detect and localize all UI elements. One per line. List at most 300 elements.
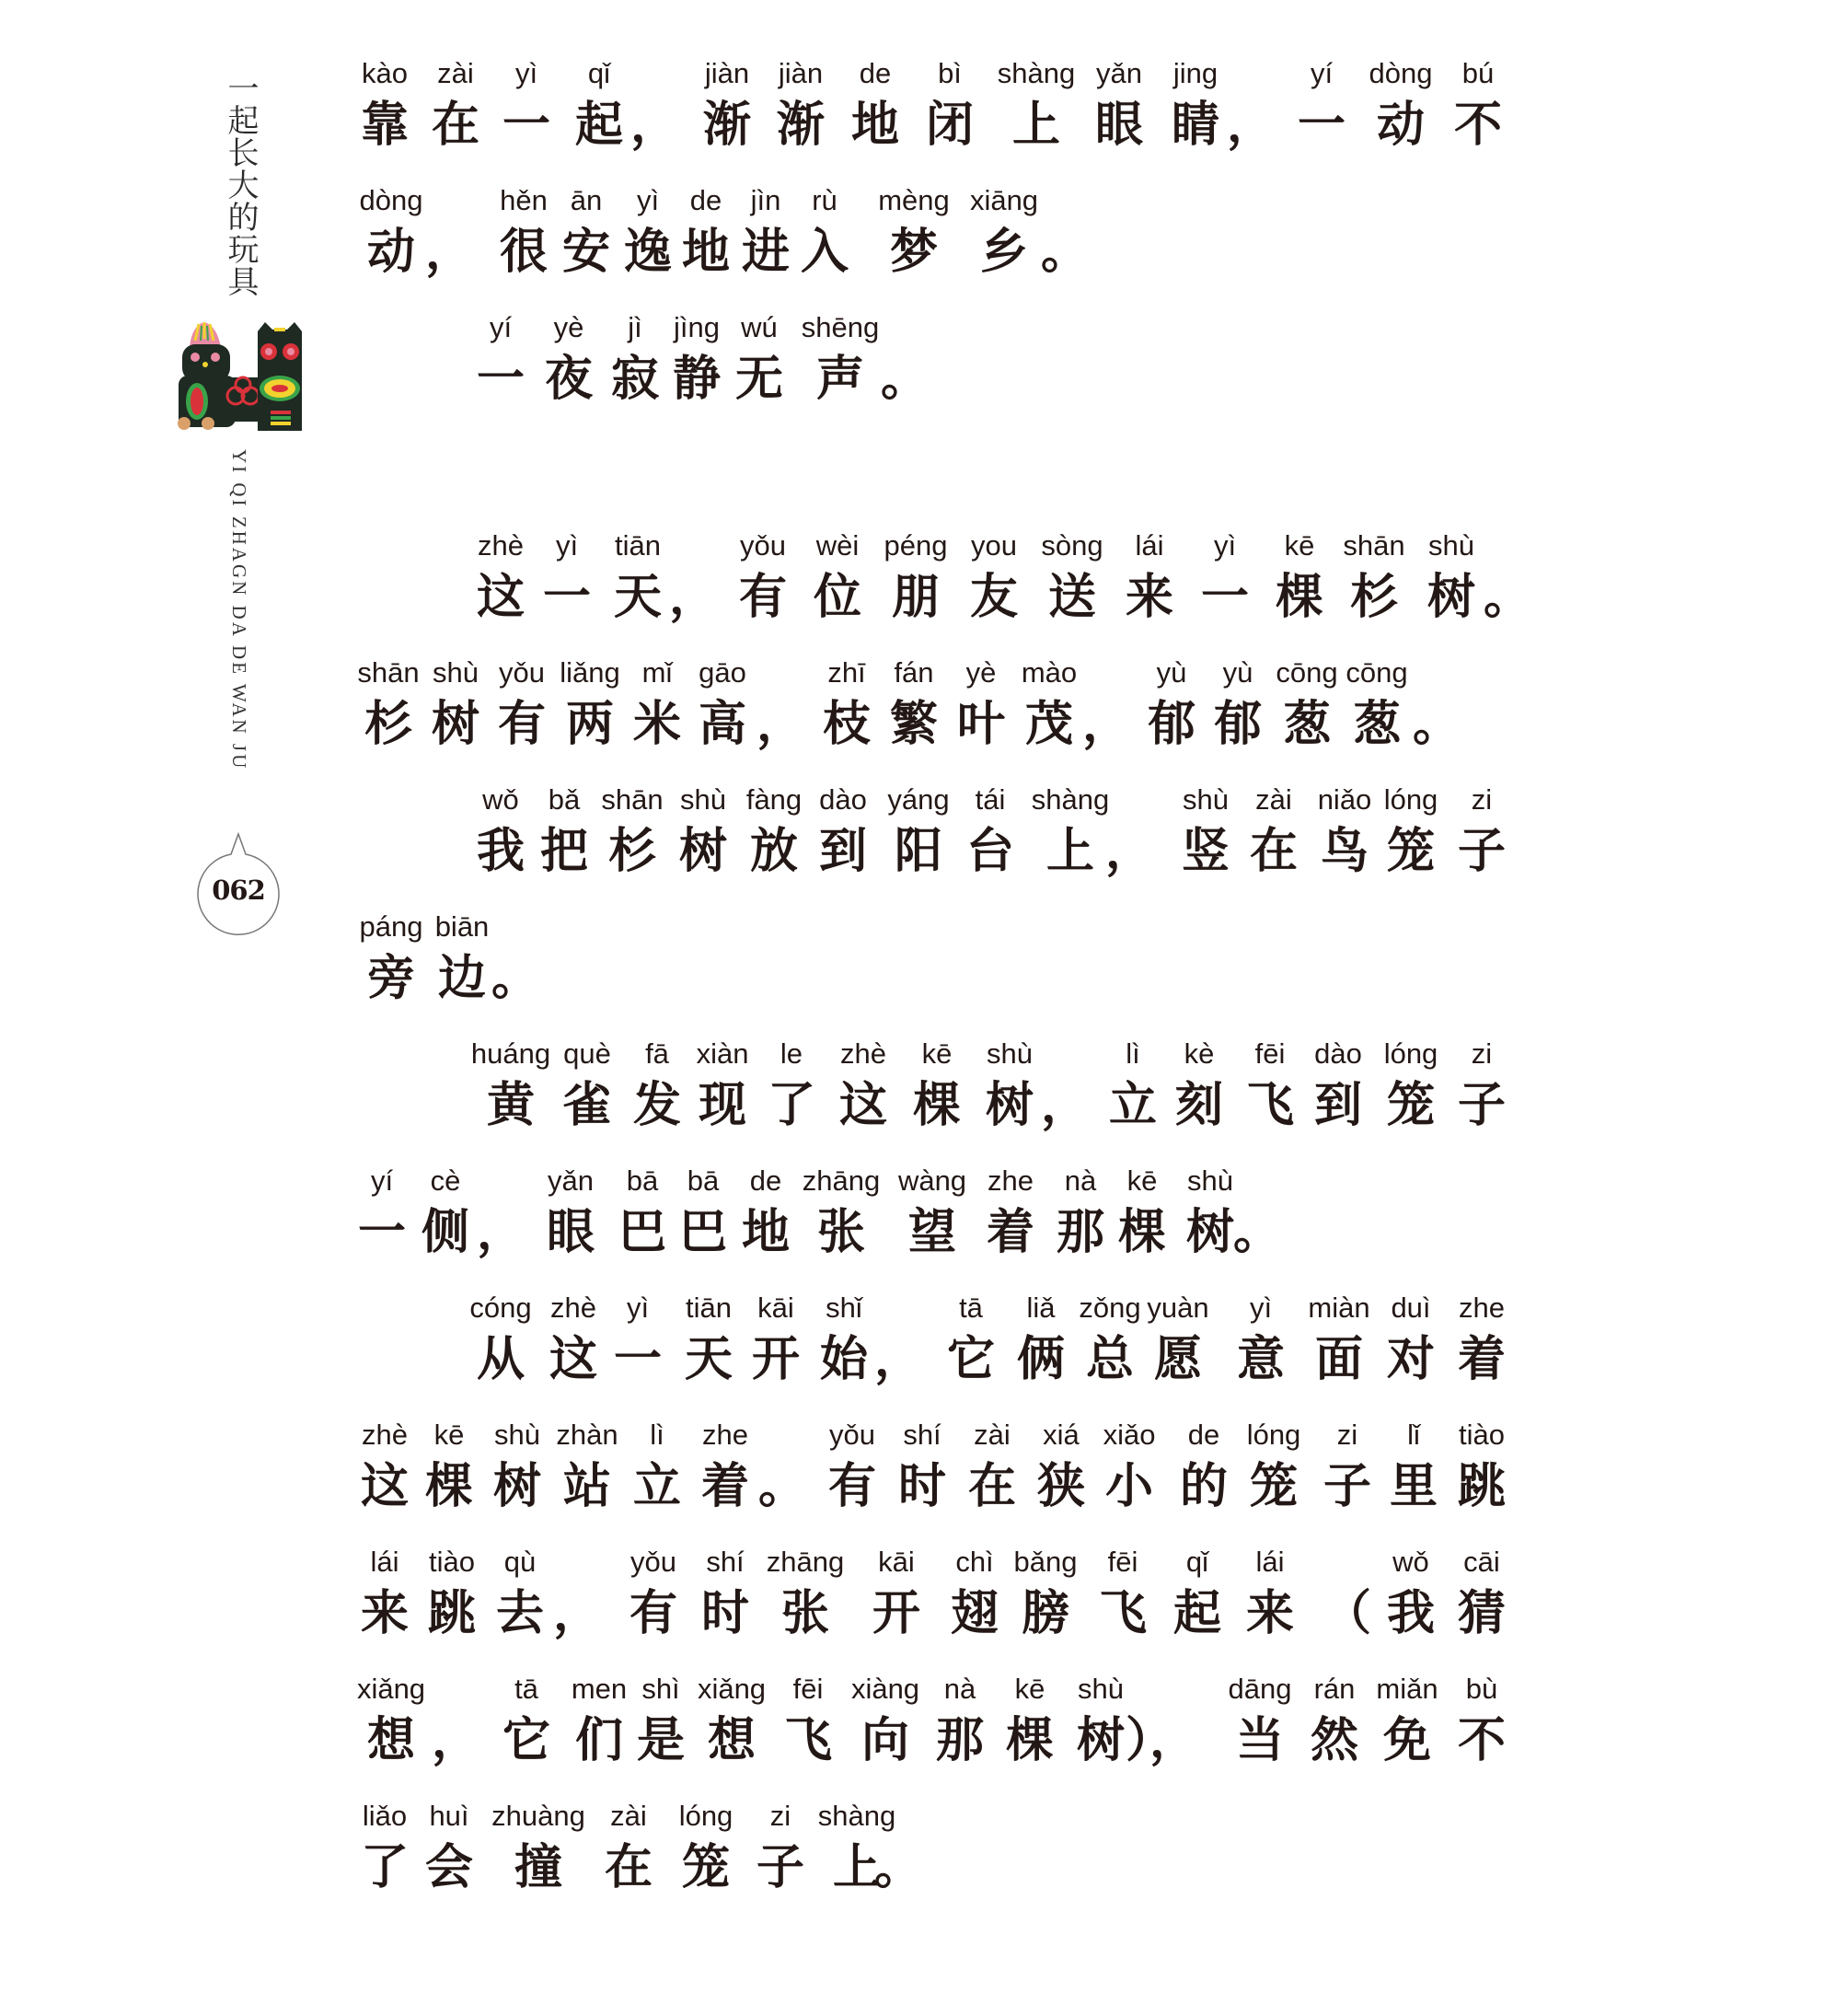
hanzi: 高 <box>698 696 746 752</box>
pinyin: shù <box>987 1037 1033 1070</box>
hanzi: 树 <box>1076 1712 1125 1768</box>
hanzi: 立 <box>632 1458 681 1514</box>
book-title-vertical: 一起长大的玩具 <box>222 72 259 297</box>
pinyin: tái <box>975 783 1006 816</box>
pinyin: fēi <box>1254 1037 1286 1070</box>
text-line <box>0 57 1848 168</box>
pinyin: dòng <box>359 184 423 216</box>
text-line <box>0 184 1848 295</box>
hanzi: 树 <box>492 1458 541 1514</box>
hanzi: 一 <box>1200 569 1249 625</box>
pinyin: qǐ <box>1185 1546 1209 1578</box>
hanzi: 旁 <box>366 950 415 1006</box>
pinyin: zài <box>437 57 474 89</box>
pinyin: lóng <box>1246 1419 1301 1451</box>
hanzi: 乡 <box>979 224 1028 280</box>
hanzi: 对 <box>1386 1331 1435 1387</box>
pinyin: zhe <box>1459 1292 1505 1324</box>
hanzi: 当 <box>1235 1712 1284 1768</box>
hanzi: 。 <box>873 1839 922 1895</box>
pinyin: zài <box>1255 783 1292 816</box>
hanzi: 是 <box>636 1712 685 1768</box>
hanzi: 眼 <box>546 1204 595 1260</box>
text-line <box>0 311 1848 422</box>
hanzi: 雀 <box>562 1077 611 1133</box>
pinyin: you <box>971 529 1017 562</box>
hanzi: 逸 <box>623 224 672 280</box>
hanzi: 树 <box>431 696 479 752</box>
pinyin: xiàn <box>696 1037 749 1070</box>
hanzi: 小 <box>1104 1458 1153 1514</box>
hanzi: 茂 <box>1024 696 1073 752</box>
pinyin: shān <box>601 783 664 816</box>
pinyin: yǎn <box>1096 57 1142 89</box>
hanzi: 膀 <box>1021 1585 1069 1641</box>
pinyin: rán <box>1313 1673 1356 1705</box>
pinyin: kāi <box>757 1292 794 1324</box>
hanzi: 上 <box>1011 97 1060 153</box>
pinyin: de <box>859 57 892 89</box>
hanzi: 们 <box>574 1712 623 1768</box>
pinyin: shēng <box>801 311 880 343</box>
pinyin: qù <box>503 1546 537 1578</box>
hanzi: 起 <box>1172 1585 1221 1641</box>
pinyin: miǎn <box>1376 1673 1438 1705</box>
hanzi: 渐 <box>702 97 751 153</box>
hanzi: 时 <box>897 1458 946 1514</box>
hanzi: 想 <box>366 1712 415 1768</box>
pinyin: bā <box>626 1164 659 1197</box>
hanzi: 树 <box>1185 1204 1234 1260</box>
pinyin: zi <box>769 1800 791 1832</box>
pinyin: fàng <box>745 783 803 816</box>
hanzi: 闭 <box>925 97 974 153</box>
pinyin: de <box>689 184 722 216</box>
pinyin: yáng <box>887 783 950 816</box>
hanzi: 叶 <box>956 696 1005 752</box>
hanzi: 着 <box>986 1204 1034 1260</box>
hanzi: 有 <box>827 1458 876 1514</box>
pinyin: bā <box>687 1164 720 1197</box>
hanzi: 朋 <box>891 569 940 625</box>
pinyin: yì <box>636 184 660 216</box>
pinyin: kē <box>433 1419 465 1451</box>
hanzi: 夜 <box>544 351 593 407</box>
hanzi: 。 <box>1232 1204 1281 1260</box>
hanzi: 进 <box>741 224 790 280</box>
hanzi: 一 <box>357 1204 406 1260</box>
hanzi: 俩 <box>1016 1331 1065 1387</box>
hanzi: ， <box>552 1585 601 1641</box>
hanzi: 猜 <box>1457 1585 1506 1641</box>
hanzi: 我 <box>1386 1585 1435 1641</box>
pinyin: tā <box>959 1292 983 1324</box>
pinyin: zhè <box>840 1037 886 1070</box>
pinyin: duì <box>1391 1292 1431 1324</box>
hanzi: 棵 <box>912 1077 961 1133</box>
hanzi: 张 <box>780 1585 829 1641</box>
text-line <box>0 910 1848 1021</box>
pinyin: zi <box>1336 1419 1358 1451</box>
hanzi: ， <box>1081 696 1130 752</box>
hanzi: 天 <box>684 1331 733 1387</box>
pinyin: kè <box>1184 1037 1215 1070</box>
hanzi: 郁 <box>1213 696 1262 752</box>
pinyin: cāi <box>1463 1546 1500 1578</box>
pinyin: shù <box>1183 783 1229 816</box>
hanzi: 。 <box>880 351 929 407</box>
pinyin: jì <box>628 311 642 343</box>
pinyin: shàng <box>1031 783 1110 816</box>
pinyin: shàng <box>997 57 1076 89</box>
hanzi: 去 <box>495 1585 544 1641</box>
pinyin: wǒ <box>482 783 519 816</box>
hanzi: 子 <box>756 1839 804 1895</box>
pinyin: cóng <box>469 1292 532 1324</box>
pinyin: yí <box>489 311 513 343</box>
pinyin: wǒ <box>1392 1546 1429 1578</box>
hanzi: 树 <box>985 1077 1034 1133</box>
hanzi: 一 <box>1297 97 1346 153</box>
pinyin: chì <box>955 1546 994 1578</box>
hanzi: ， <box>1104 823 1153 879</box>
pinyin: dào <box>819 783 867 816</box>
pinyin: páng <box>359 910 423 943</box>
hanzi: 开 <box>751 1331 800 1387</box>
pinyin: wú <box>741 311 778 343</box>
pinyin: shù <box>680 783 726 816</box>
hanzi: 。 <box>1412 696 1461 752</box>
hanzi: 那 <box>935 1712 984 1768</box>
pinyin: biān <box>434 910 490 943</box>
pinyin: shù <box>1428 529 1474 562</box>
hanzi: 这 <box>549 1331 597 1387</box>
hanzi: 很 <box>499 224 548 280</box>
hanzi: 立 <box>1108 1077 1157 1133</box>
pinyin: yǒu <box>499 656 545 689</box>
hanzi: 会 <box>424 1839 473 1895</box>
pinyin: lóng <box>678 1800 733 1832</box>
hanzi: 繁 <box>889 696 938 752</box>
hanzi: 一 <box>542 569 591 625</box>
pinyin: cōng <box>1276 656 1338 689</box>
pinyin: péng <box>884 529 948 562</box>
hanzi: 梦 <box>889 224 938 280</box>
hanzi: 一 <box>476 351 525 407</box>
hanzi: 我 <box>476 823 525 879</box>
hanzi: ， <box>431 1712 479 1768</box>
pinyin: zhī <box>827 656 866 689</box>
hanzi: 。 <box>1483 569 1531 625</box>
pinyin: tiān <box>686 1292 732 1324</box>
hanzi: 来 <box>1125 569 1173 625</box>
hanzi: 动 <box>366 224 415 280</box>
pinyin: zhè <box>362 1419 408 1451</box>
hanzi: 它 <box>502 1712 550 1768</box>
page-number: 062 <box>212 875 265 906</box>
pinyin: bǎ <box>548 783 581 816</box>
pinyin: xiá <box>1043 1419 1080 1451</box>
text-line <box>0 1292 1848 1402</box>
hanzi: 有 <box>497 696 546 752</box>
hanzi: 友 <box>969 569 1018 625</box>
pinyin: yì <box>555 529 579 562</box>
hanzi: 从 <box>476 1331 525 1387</box>
hanzi: 地 <box>681 224 730 280</box>
hanzi: （ <box>1322 1585 1371 1641</box>
hanzi: 郁 <box>1147 696 1195 752</box>
hanzi: 地 <box>850 97 899 153</box>
hanzi: 无 <box>734 351 783 407</box>
hanzi: 动 <box>1376 97 1425 153</box>
pinyin: bú <box>1461 57 1495 89</box>
pinyin: fēi <box>1107 1546 1138 1578</box>
hanzi: 睛 <box>1171 97 1219 153</box>
pinyin: le <box>780 1037 803 1070</box>
pinyin: yè <box>553 311 584 343</box>
pinyin: xiǎng <box>697 1673 767 1705</box>
hanzi: 飞 <box>783 1712 832 1768</box>
pinyin: shǐ <box>826 1292 862 1324</box>
pinyin: zài <box>974 1419 1011 1451</box>
pinyin: zi <box>1471 1037 1493 1070</box>
hanzi: 在 <box>967 1458 1016 1514</box>
pinyin: lái <box>1255 1546 1285 1578</box>
hanzi: 飞 <box>1098 1585 1147 1641</box>
hanzi: 起 <box>574 97 623 153</box>
pinyin: kào <box>362 57 408 89</box>
pinyin: zhàn <box>556 1419 618 1451</box>
text-line <box>0 1673 1848 1783</box>
hanzi: 地 <box>741 1204 790 1260</box>
pinyin: gāo <box>699 656 746 689</box>
pinyin: lái <box>370 1546 399 1578</box>
hanzi: 然 <box>1310 1712 1358 1768</box>
hanzi: 巴 <box>678 1204 727 1260</box>
hanzi: 眼 <box>1094 97 1143 153</box>
hanzi: 一 <box>502 97 550 153</box>
pinyin: yí <box>1310 57 1334 89</box>
pinyin: yuàn <box>1147 1292 1209 1324</box>
pinyin: yǒu <box>829 1419 875 1451</box>
hanzi: 两 <box>565 696 614 752</box>
pinyin: tiān <box>615 529 661 562</box>
pinyin: zhè <box>550 1292 596 1324</box>
pinyin: kāi <box>878 1546 915 1578</box>
hanzi: 在 <box>1249 823 1298 879</box>
hanzi: 边 <box>437 950 486 1006</box>
hanzi: 想 <box>707 1712 756 1768</box>
pinyin: xiàng <box>850 1673 920 1705</box>
hanzi: ， <box>756 696 804 752</box>
pinyin: shù <box>433 656 479 689</box>
hanzi: 。 <box>757 1458 806 1514</box>
hanzi: 笼 <box>1386 823 1435 879</box>
hanzi: 张 <box>816 1204 865 1260</box>
pinyin: zài <box>610 1800 647 1832</box>
text-line <box>0 656 1848 767</box>
hanzi: 不 <box>1457 1712 1506 1768</box>
hanzi: 。 <box>1040 224 1089 280</box>
text-line <box>0 529 1848 640</box>
pinyin: cè <box>430 1164 461 1197</box>
pinyin: zǒng <box>1079 1292 1141 1324</box>
text-line <box>0 1419 1848 1529</box>
pinyin: lóng <box>1383 783 1438 816</box>
hanzi: 站 <box>562 1458 611 1514</box>
hanzi: 有 <box>738 569 787 625</box>
hanzi: 它 <box>946 1331 995 1387</box>
hanzi: 安 <box>561 224 610 280</box>
hanzi: 巴 <box>618 1204 666 1260</box>
hanzi: 阳 <box>894 823 942 879</box>
pinyin: shù <box>1187 1164 1233 1197</box>
hanzi: 这 <box>838 1077 887 1133</box>
pinyin: tiào <box>1459 1419 1505 1451</box>
hanzi: 声 <box>815 351 864 407</box>
pinyin: mèng <box>878 184 950 216</box>
pinyin: yì <box>1249 1292 1273 1324</box>
hanzi: 了 <box>767 1077 815 1133</box>
hanzi: 笼 <box>1386 1077 1435 1133</box>
pinyin: de <box>1187 1419 1220 1451</box>
hanzi: 渐 <box>776 97 825 153</box>
hanzi: 子 <box>1457 1077 1506 1133</box>
pinyin: shān <box>357 656 420 689</box>
hanzi: 子 <box>1322 1458 1371 1514</box>
hanzi: ， <box>668 569 717 625</box>
book-title-romanized: YI QI ZHAGN DA DE WAN JU <box>228 449 250 771</box>
pinyin: liǎ <box>1026 1292 1056 1324</box>
pinyin: cōng <box>1346 656 1408 689</box>
pinyin: jìn <box>750 184 781 216</box>
hanzi: 笼 <box>1249 1458 1298 1514</box>
pinyin: shān <box>1343 529 1405 562</box>
hanzi: 面 <box>1314 1331 1363 1387</box>
text-line <box>0 1546 1848 1656</box>
pinyin: dòng <box>1369 57 1433 89</box>
pinyin: xiǎo <box>1103 1419 1156 1451</box>
pinyin: lái <box>1135 529 1164 562</box>
pinyin: lǐ <box>1407 1419 1420 1451</box>
pinyin: sòng <box>1041 529 1103 562</box>
pinyin: jiàn <box>704 57 750 89</box>
pinyin: zhe <box>988 1164 1034 1197</box>
hanzi: 。 <box>491 950 539 1006</box>
hanzi: 跳 <box>427 1585 476 1641</box>
pinyin: xiāng <box>969 184 1039 216</box>
hanzi: ， <box>476 1204 525 1260</box>
pinyin: shàng <box>817 1800 896 1832</box>
hanzi: 撞 <box>514 1839 562 1895</box>
hanzi: 开 <box>872 1585 920 1641</box>
hanzi: 台 <box>965 823 1014 879</box>
hanzi: 在 <box>431 97 479 153</box>
pinyin: zhāng <box>802 1164 881 1197</box>
pinyin: dào <box>1314 1037 1362 1070</box>
pinyin: yì <box>514 57 538 89</box>
hanzi: 寂 <box>610 351 659 407</box>
pinyin: bì <box>938 57 962 89</box>
text-line <box>0 1800 1848 1910</box>
hanzi: 杉 <box>364 696 412 752</box>
hanzi: 杉 <box>607 823 656 879</box>
text-line <box>0 783 1848 894</box>
hanzi: 这 <box>476 569 525 625</box>
pinyin: nà <box>943 1673 976 1705</box>
hanzi: 笼 <box>681 1839 730 1895</box>
pinyin: shù <box>1078 1673 1124 1705</box>
pinyin: wàng <box>897 1164 967 1197</box>
hanzi: 竖 <box>1181 823 1230 879</box>
hanzi: 着 <box>700 1458 749 1514</box>
pinyin: jing <box>1172 57 1219 89</box>
hanzi: ， <box>629 97 678 153</box>
pinyin: mǐ <box>641 656 673 689</box>
pinyin: lì <box>1126 1037 1140 1070</box>
text-line <box>0 1164 1848 1275</box>
pinyin: kē <box>1284 529 1315 562</box>
pinyin: lóng <box>1383 1037 1438 1070</box>
pinyin: yì <box>1213 529 1237 562</box>
hanzi: 意 <box>1236 1331 1285 1387</box>
hanzi: ， <box>424 224 473 280</box>
pinyin: shù <box>494 1419 540 1451</box>
pinyin: ān <box>570 184 603 216</box>
hanzi: 向 <box>860 1712 909 1768</box>
pinyin: yí <box>370 1164 394 1197</box>
hanzi: 来 <box>1245 1585 1294 1641</box>
pinyin: zhuàng <box>491 1800 585 1832</box>
hanzi: 黄 <box>486 1077 535 1133</box>
hanzi: 把 <box>539 823 588 879</box>
hanzi: 枝 <box>822 696 871 752</box>
pinyin: wèi <box>815 529 860 562</box>
pinyin: jiàn <box>778 57 824 89</box>
pinyin: yè <box>965 656 997 689</box>
pinyin: xiǎng <box>356 1673 426 1705</box>
hanzi: 静 <box>672 351 721 407</box>
hanzi: 棵 <box>1275 569 1323 625</box>
hanzi: 棵 <box>1117 1204 1166 1260</box>
pinyin: yǒu <box>630 1546 676 1578</box>
pinyin: shí <box>706 1546 745 1578</box>
hanzi: 望 <box>907 1204 956 1260</box>
hanzi: 总 <box>1085 1331 1134 1387</box>
pinyin: tā <box>514 1673 538 1705</box>
pinyin: kē <box>1126 1164 1158 1197</box>
pinyin: mào <box>1021 656 1078 689</box>
pinyin: yì <box>626 1292 650 1324</box>
hanzi: ）， <box>1125 1712 1197 1768</box>
hanzi: 杉 <box>1349 569 1398 625</box>
pinyin: huáng <box>470 1037 551 1070</box>
hanzi: 始 <box>819 1331 868 1387</box>
text-line <box>0 1037 1848 1148</box>
hanzi: 愿 <box>1153 1331 1202 1387</box>
hanzi: 着 <box>1457 1331 1506 1387</box>
pinyin: tiào <box>429 1546 475 1578</box>
pinyin: liǎo <box>362 1800 408 1832</box>
hanzi: 时 <box>700 1585 749 1641</box>
pinyin: huì <box>429 1800 469 1832</box>
hanzi: 天 <box>613 569 662 625</box>
hanzi: 不 <box>1453 97 1502 153</box>
hanzi: 靠 <box>360 97 409 153</box>
hanzi: 米 <box>632 696 681 752</box>
pinyin: kē <box>921 1037 953 1070</box>
hanzi: 里 <box>1389 1458 1438 1514</box>
